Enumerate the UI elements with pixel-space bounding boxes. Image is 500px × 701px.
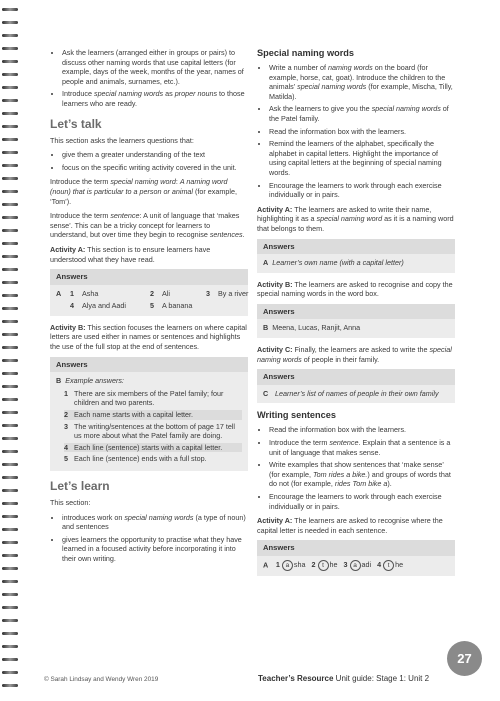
binding-ring: [2, 645, 18, 648]
circled-answer: [312, 560, 338, 569]
text-segment: on the board (for example, horse, cat, goat). Introduce the children to the animals’: [269, 63, 446, 92]
answers-right-c-body: [257, 389, 455, 399]
text-segment: Write a number of: [269, 63, 328, 72]
italic-term: rides Tom bike a: [334, 479, 388, 489]
text-segment: The learners are asked to write their name, highlighting it as a: [257, 204, 432, 224]
binding-ring: [2, 502, 18, 505]
binding-ring: [2, 138, 18, 141]
step-number: 1: [64, 388, 68, 398]
binding-ring: [2, 34, 18, 37]
answers-box-title: Answers: [50, 357, 248, 373]
bullet-item: [269, 460, 455, 489]
binding-ring: [2, 489, 18, 492]
writing-sentences-bullet-list: [257, 425, 455, 511]
answer-text: Ali: [162, 288, 170, 298]
text-segment: as it is a naming word that belongs to them.: [257, 214, 454, 233]
binding-ring: [2, 60, 18, 63]
binding-ring: [2, 21, 18, 24]
circled-answer: [344, 560, 372, 569]
italic-term: sentence: [329, 438, 359, 448]
italic-term: special naming words: [297, 82, 367, 92]
right-activity-a-text: [257, 205, 455, 234]
answers-b-body: [50, 376, 248, 464]
italic-term: A naming word (noun) that is particular to a person or animal: [50, 177, 228, 196]
resource-unit: Unit guide: Stage 1: Unit 2: [333, 674, 430, 683]
activity-a-label: Activity A:: [257, 516, 293, 526]
answer-number: 4: [70, 301, 74, 311]
activity-a-body: This section is to ensure learners have understood what they have read.: [50, 244, 211, 264]
binding-ring: [2, 450, 18, 453]
right-activity-b-text: [257, 280, 455, 299]
answer-letter: A: [263, 560, 270, 570]
answer-text: Learner’s own name (with a capital letter): [272, 258, 404, 268]
intro-bullet-list: [50, 48, 248, 109]
activity-a-body: The learners are asked to recognise where the capital letter is needed in each sentence.: [257, 516, 443, 535]
answer-text: he: [395, 560, 404, 570]
answer-letter: A: [56, 288, 62, 298]
bullet-item: [62, 535, 248, 564]
lets-learn-heading: Let’s learn: [50, 479, 110, 493]
binding-ring: [2, 333, 18, 336]
answers-box-b: [50, 357, 248, 471]
bullet-item: [269, 425, 455, 435]
bullet-item: [269, 63, 455, 101]
term-special-naming-word: [50, 177, 248, 206]
answer-letter: A: [263, 258, 269, 268]
binding-ring: [2, 437, 18, 440]
answer-number: 3: [343, 560, 350, 570]
lets-talk-heading: Let’s talk: [50, 116, 102, 131]
binding-ring: [2, 684, 18, 687]
step-text: Each line (sentence) starts with a capital letter.: [74, 442, 223, 452]
answer-number: 1: [70, 288, 74, 298]
binding-ring: [2, 203, 18, 206]
binding-ring: [2, 164, 18, 167]
italic-term: special naming words: [257, 345, 452, 364]
lets-learn-intro: This section:: [50, 498, 91, 507]
text-segment: : A unit of language that ‘makes sense’. This can be a tricky concept for learners to understand, but over time they begin to recognise: [50, 211, 240, 240]
page-number-badge: 27: [447, 641, 482, 676]
step-number: 2: [64, 410, 68, 420]
bullet-item: [269, 181, 455, 200]
writing-sentences-heading: Writing sentences: [257, 410, 336, 421]
answers-box-title: Answers: [50, 269, 248, 285]
lets-learn-bullet-list: [50, 513, 248, 564]
right-activity-a2-text: [257, 516, 455, 535]
answer-text: [218, 301, 258, 311]
text-segment: Ask the learners to give you the: [269, 104, 372, 114]
activity-a-label: Activity A:: [50, 244, 86, 254]
answers-b-steps: [64, 389, 242, 464]
binding-ring: [2, 99, 18, 102]
right-activity-c-text: [257, 345, 455, 364]
binding-ring: [2, 8, 18, 11]
binding-ring: [2, 567, 18, 570]
binding-ring: [2, 632, 18, 635]
italic-term: Tom rides a bike.: [312, 469, 368, 479]
answer-number: 2: [150, 288, 154, 298]
answer-letter: [56, 301, 70, 311]
answer-text: By a river: [218, 288, 249, 298]
answers-box-right-a2: [257, 540, 455, 576]
activity-b-label: Activity B:: [257, 279, 293, 289]
bullet-item: [62, 513, 248, 532]
answers-box-title: Answers: [257, 540, 455, 556]
answer-step: [64, 422, 242, 441]
text-segment: Encourage the learners to work through each exercise individually or in pairs.: [269, 492, 442, 511]
text-segment: Write examples that show sentences that ‘make sense’ (for example,: [269, 460, 444, 479]
bullet-item: [62, 89, 248, 108]
text-segment: gives learners the opportunity to practise what they have learned in a focused activity before incorporating it into their own writing.: [62, 534, 242, 563]
bullet-item: [269, 139, 455, 177]
activity-label: Activity A:: [257, 204, 295, 214]
answers-box-a: [50, 269, 248, 316]
binding-ring: [2, 593, 18, 596]
text-segment: Finally, the learners are asked to write the: [294, 345, 430, 355]
step-text: Each line (sentence) ends with a full stop.: [74, 454, 207, 464]
answers-box-title: Answers: [257, 304, 455, 320]
binding-ring: [2, 398, 18, 401]
answers-box-right-b: [257, 304, 455, 338]
binding-ring: [2, 151, 18, 154]
answer-number: 4: [377, 560, 384, 570]
text-segment: Introduce the term: [50, 177, 111, 187]
bullet-item: [269, 104, 455, 123]
bullet-item: [269, 492, 455, 511]
answer-text: Asha: [82, 288, 99, 298]
answer-number: 5: [150, 301, 154, 311]
binding-ring: [2, 541, 18, 544]
text-segment: to those learners who are ready.: [62, 89, 245, 108]
right-column: [257, 48, 455, 583]
answers-box-title: Answers: [257, 239, 455, 255]
text-segment: Read the information box with the learners.: [269, 126, 407, 136]
italic-term: special naming word: [110, 177, 176, 187]
step-number: 3: [64, 421, 68, 431]
answer-text: adi: [361, 560, 372, 570]
binding-ring: [2, 125, 18, 128]
lets-talk-intro: This section asks the learners questions that:: [50, 135, 194, 145]
binding-ring: [2, 307, 18, 310]
spiral-binding: [0, 0, 22, 701]
text-segment: introduces work on: [62, 512, 125, 522]
text-segment: (a type of noun) and sentences: [62, 512, 246, 532]
italic-term: special naming words: [371, 104, 441, 114]
circled-answer: [377, 560, 403, 569]
bullet-item: [269, 127, 455, 137]
binding-ring: [2, 229, 18, 232]
term-sentence: [50, 211, 248, 240]
text-segment: .: [242, 230, 245, 240]
circled-letter: t: [383, 560, 394, 571]
answer-text: he: [329, 560, 338, 570]
circled-letter: a: [350, 560, 361, 571]
binding-ring: [2, 515, 18, 518]
bullet-item: • focus on the specific writing activity covered in the unit.: [62, 163, 248, 173]
activity-label: Activity C:: [257, 345, 295, 355]
binding-ring: [2, 86, 18, 89]
bullet-item: • give them a greater understanding of the text: [62, 150, 248, 160]
text-segment: . Explain that a sentence is a unit of language that makes sense.: [269, 438, 451, 457]
binding-ring: [2, 346, 18, 349]
answers-box-right-a: [257, 239, 455, 273]
activity-b-body: This section focuses the learners on where capital letters are used either in names or sentences and highlights the use of the full stop at the end of sentences.: [50, 322, 247, 352]
italic-term: special naming word: [316, 214, 383, 224]
text-segment: of the Patel family.: [269, 104, 449, 123]
binding-ring: [2, 190, 18, 193]
text-segment: Encourage the learners to work through each exercise individually or in pairs.: [269, 180, 442, 200]
binding-ring: [2, 268, 18, 271]
text-segment: ).: [387, 479, 392, 489]
binding-ring: [2, 359, 18, 362]
answers-right-a2-body: [257, 560, 455, 571]
italic-term: special naming words: [93, 89, 164, 99]
answer-number: 3: [206, 288, 210, 298]
copyright-footer: © Sarah Lindsay and Wendy Wren 2019: [44, 676, 159, 683]
answer-number: [206, 301, 218, 311]
binding-ring: [2, 385, 18, 388]
answer-letter: B: [263, 323, 269, 333]
resource-footer: [258, 674, 429, 683]
binding-ring: [2, 73, 18, 76]
circled-letter: a: [282, 560, 293, 571]
answer-letter: C: [263, 388, 269, 398]
special-naming-bullet-list: [257, 63, 455, 200]
binding-ring: [2, 294, 18, 297]
answers-right-b-body: [257, 323, 455, 333]
activity-b-label: Activity B:: [50, 322, 86, 332]
example-answers-label: Example answers:: [65, 376, 124, 386]
left-column: [50, 48, 248, 569]
binding-ring: [2, 671, 18, 674]
answer-text: sha: [293, 560, 306, 570]
answer-number: 1: [275, 560, 282, 570]
italic-term: sentences: [209, 230, 243, 240]
binding-ring: [2, 619, 18, 622]
text-segment: :: [175, 177, 180, 187]
answer-step: [64, 410, 242, 420]
bullet-item: [269, 438, 455, 457]
answer-step: [64, 443, 242, 453]
binding-ring: [2, 463, 18, 466]
text-segment: as: [163, 89, 175, 99]
binding-ring: [2, 242, 18, 245]
binding-ring: [2, 177, 18, 180]
activity-b-text: [50, 323, 248, 352]
binding-ring: [2, 216, 18, 219]
answer-step: [64, 389, 242, 408]
answers-right-a-body: [257, 258, 455, 268]
resource-title: Teacher’s Resource: [258, 674, 334, 683]
text-segment: of people in their family.: [301, 354, 380, 364]
text-segment: Introduce: [62, 89, 94, 99]
circled-answer: [276, 560, 306, 569]
answers-a-grid: [50, 289, 248, 311]
lets-talk-bullet-list: [50, 150, 248, 172]
binding-ring: [2, 528, 18, 531]
text-segment: Remind the learners of the alphabet, specifically the alphabet in capital letters. Highlight the importance of using capital letters at the beginning of special naming words.: [269, 139, 442, 177]
answers-box-right-c: [257, 369, 455, 403]
binding-ring: [2, 112, 18, 115]
special-naming-words-heading: Special naming words: [257, 48, 355, 58]
binding-ring: [2, 580, 18, 583]
binding-ring: [2, 476, 18, 479]
binding-ring: [2, 255, 18, 258]
text-segment: Introduce the term: [50, 211, 111, 221]
binding-ring: [2, 47, 18, 50]
text-segment: Read the information box with the learners.: [269, 425, 407, 435]
binding-ring: [2, 424, 18, 427]
activity-b-body: The learners are asked to recognise and copy the special naming words in the word box.: [257, 279, 453, 299]
binding-ring: [2, 281, 18, 284]
binding-ring: [2, 606, 18, 609]
binding-ring: [2, 658, 18, 661]
activity-a-text: [50, 245, 248, 264]
answers-box-title: Answers: [257, 369, 455, 385]
italic-term: naming words: [328, 63, 373, 72]
text-segment: (for example, ‘Tom’).: [50, 186, 237, 206]
step-number: 4: [64, 442, 68, 452]
answer-text: A banana: [162, 301, 193, 311]
step-text: Each name starts with a capital letter.: [74, 410, 194, 420]
answer-step: [64, 454, 242, 464]
italic-term: special naming words: [124, 512, 194, 522]
answer-text: Learner’s list of names of people in their own family: [275, 388, 439, 398]
step-text: There are six members of the Patel family; four children and two parents.: [74, 388, 224, 408]
binding-ring: [2, 320, 18, 323]
bullet-item: [62, 48, 248, 86]
text-segment: (for example, Mischa, Tilly, Matilda).: [269, 82, 453, 101]
binding-ring: [2, 372, 18, 375]
binding-ring: [2, 411, 18, 414]
answer-number: 2: [311, 560, 318, 570]
step-text: The writing/sentences at the bottom of page 17 tell us more about what the Patel family are doing.: [74, 421, 236, 441]
answer-letter: B: [56, 376, 62, 386]
italic-term: sentence: [110, 211, 140, 221]
text-segment: Introduce the term: [269, 438, 330, 448]
answer-text: Alya and Aadi: [82, 301, 126, 311]
answer-text: Meena, Lucas, Ranjit, Anna: [272, 323, 361, 333]
circled-letter: t: [318, 560, 329, 571]
binding-ring: [2, 554, 18, 557]
italic-term: proper nouns: [174, 89, 218, 99]
text-segment: ) and groups of words that do not (for example,: [269, 469, 451, 489]
step-number: 5: [64, 454, 68, 464]
text-segment: Ask the learners (arranged either in groups or pairs) to discuss other naming words that use capital letters (for example, days of the week, months of the year, names of people and animals, surnames, etc.).: [62, 48, 244, 86]
